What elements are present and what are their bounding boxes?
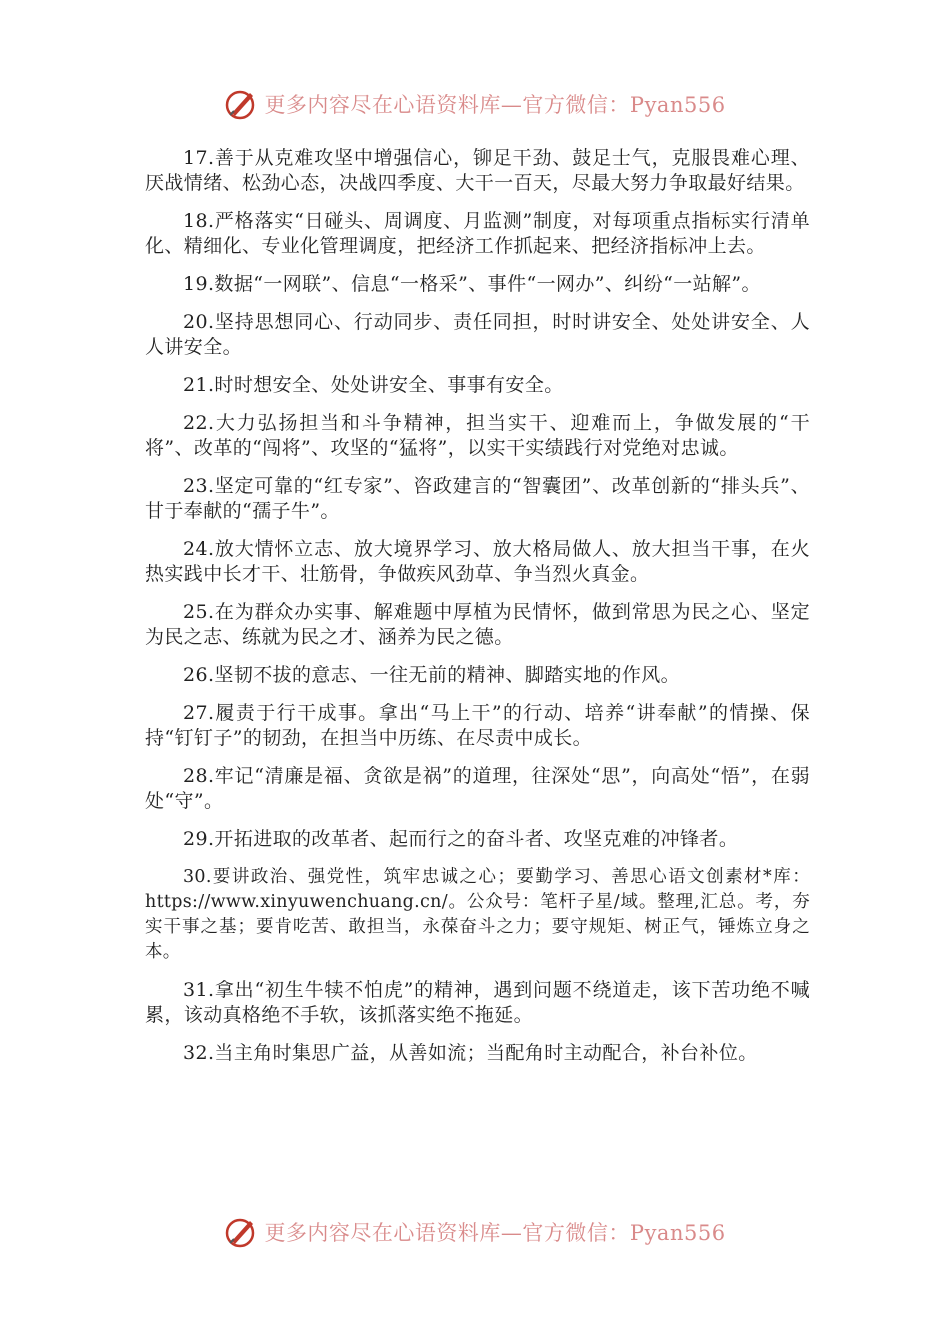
paragraph-21: 21.时时想安全、处处讲安全、事事有安全。: [183, 374, 564, 396]
paragraph-22: 22.大力弘扬担当和斗争精神，担当实干、迎难而上，争做发展的“干将”、改革的“闯将”、攻坚的“猛将”，以实干实绩践行对党绝对忠诚。: [145, 412, 810, 459]
paragraph-27: 27.履责于行干成事。拿出“马上干”的行动、培养“讲奉献”的情操、保持“钉钉子”的韧劲，在担当中历练、在尽责中成长。: [145, 702, 810, 749]
paragraph-31: 31.拿出“初生牛犊不怕虎”的精神，遇到问题不绕道走，该下苦功绝不喊累，该动真格绝不手软，该抓落实绝不拖延。: [145, 979, 810, 1026]
paragraph-30: 30.要讲政治、强党性，筑牢忠诚之心；要勤学习、善思心语文创素材*库：https://www.xinyuwenchuang.cn/。公众号：笔杆子星/域。整理,汇总。考，夯实干事之基；要肯吃苦、敢担当，永葆奋斗之力；要守规矩、树正气，锤炼立身之本。: [145, 867, 810, 962]
footer-banner-text: 更多内容尽在心语资料库—官方微信：Pyan556: [264, 1221, 726, 1245]
quill-logo-icon: [224, 1215, 258, 1249]
document-body: [145, 146, 810, 1079]
header-banner-text: 更多内容尽在心语资料库—官方微信：Pyan556: [264, 93, 726, 117]
paragraph-17: 17.善于从克难攻坚中增强信心，铆足干劲、鼓足士气，克服畏难心理、厌战情绪、松劲心态，决战四季度、大干一百天，尽最大努力争取最好结果。: [145, 147, 810, 194]
paragraph-28: 28.牢记“清廉是福、贪欲是祸”的道理，往深处“思”，向高处“悟”，在弱处“守”。: [145, 765, 810, 812]
paragraph-32: 32.当主角时集思广益，从善如流；当配角时主动配合，补台补位。: [183, 1042, 758, 1064]
footer-banner: [0, 1212, 950, 1252]
paragraph-24: 24.放大情怀立志、放大境界学习、放大格局做人、放大担当干事，在火热实践中长才干、壮筋骨，争做疾风劲草、争当烈火真金。: [145, 538, 810, 585]
paragraph-18: 18.严格落实“日碰头、周调度、月监测”制度，对每项重点指标实行清单化、精细化、专业化管理调度，把经济工作抓起来、把经济指标冲上去。: [145, 210, 810, 257]
paragraph-19: 19.数据“一网联”、信息“一格采”、事件“一网办”、纠纷“一站解”。: [183, 273, 761, 295]
paragraph-29: 29.开拓进取的改革者、起而行之的奋斗者、攻坚克难的冲锋者。: [183, 828, 739, 850]
paragraph-26: 26.坚韧不拔的意志、一往无前的精神、脚踏实地的作风。: [183, 664, 681, 686]
header-banner: [0, 84, 950, 124]
paragraph-20: 20.坚持思想同心、行动同步、责任同担，时时讲安全、处处讲安全、人人讲安全。: [145, 311, 810, 358]
paragraph-25: 25.在为群众办实事、解难题中厚植为民情怀，做到常思为民之心、坚定为民之志、练就为民之才、涵养为民之德。: [145, 601, 810, 648]
quill-logo-icon: [224, 87, 258, 121]
paragraph-23: 23.坚定可靠的“红专家”、咨政建言的“智囊团”、改革创新的“排头兵”、甘于奉献的“孺子牛”。: [145, 475, 810, 522]
